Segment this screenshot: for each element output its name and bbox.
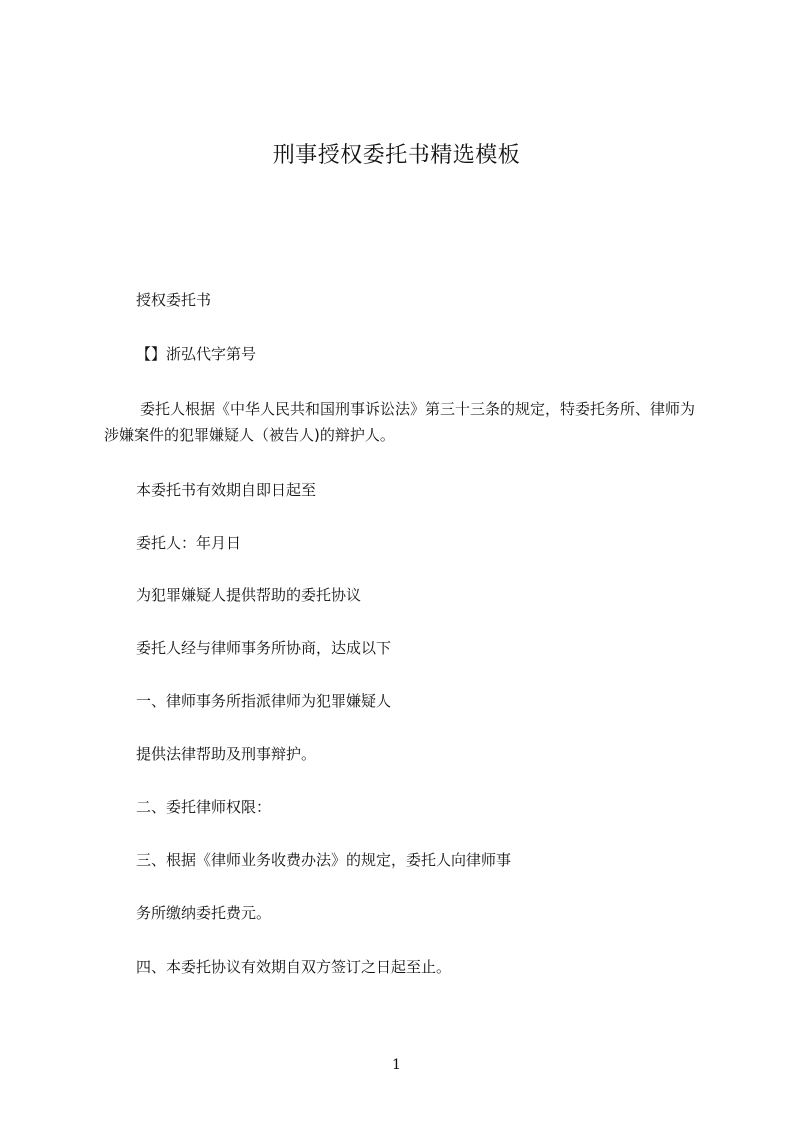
paragraph-clause-2: 二、委托律师权限： [136, 798, 272, 816]
paragraph-clause-4: 四、本委托协议有效期自双方签订之日起至止。 [136, 958, 452, 976]
paragraph-clause-1-cont: 提供法律帮助及刑事辩护。 [136, 745, 317, 763]
paragraph-clause-3-cont: 务所缴纳委托费元。 [136, 904, 272, 922]
paragraph-clause-1: 一、律师事务所指派律师为犯罪嫌疑人 [136, 692, 392, 710]
paragraph-agreement-title: 为犯罪嫌疑人提供帮助的委托协议 [136, 586, 362, 604]
paragraph-reference-number: 【】浙弘代字第号 [136, 345, 257, 363]
paragraph-heading: 授权委托书 [136, 291, 212, 309]
page-number: 1 [392, 1057, 401, 1073]
document-title: 刑事授权委托书精选模板 [272, 143, 521, 168]
paragraph-clause-3: 三、根据《律师业务收费办法》的规定，委托人向律师事 [136, 851, 512, 869]
paragraph-validity: 本委托书有效期自即日起至 [136, 481, 317, 499]
paragraph-entrustment-clause: 委托人根据《中华人民共和国刑事诉讼法》第三十三条的规定，特委托务所、律师为涉嫌案件的犯罪嫌疑人（被告人)的辩护人。 [104, 400, 696, 444]
paragraph-negotiation: 委托人经与律师事务所协商，达成以下 [136, 639, 392, 657]
paragraph-client-date: 委托人：年月日 [136, 534, 242, 552]
